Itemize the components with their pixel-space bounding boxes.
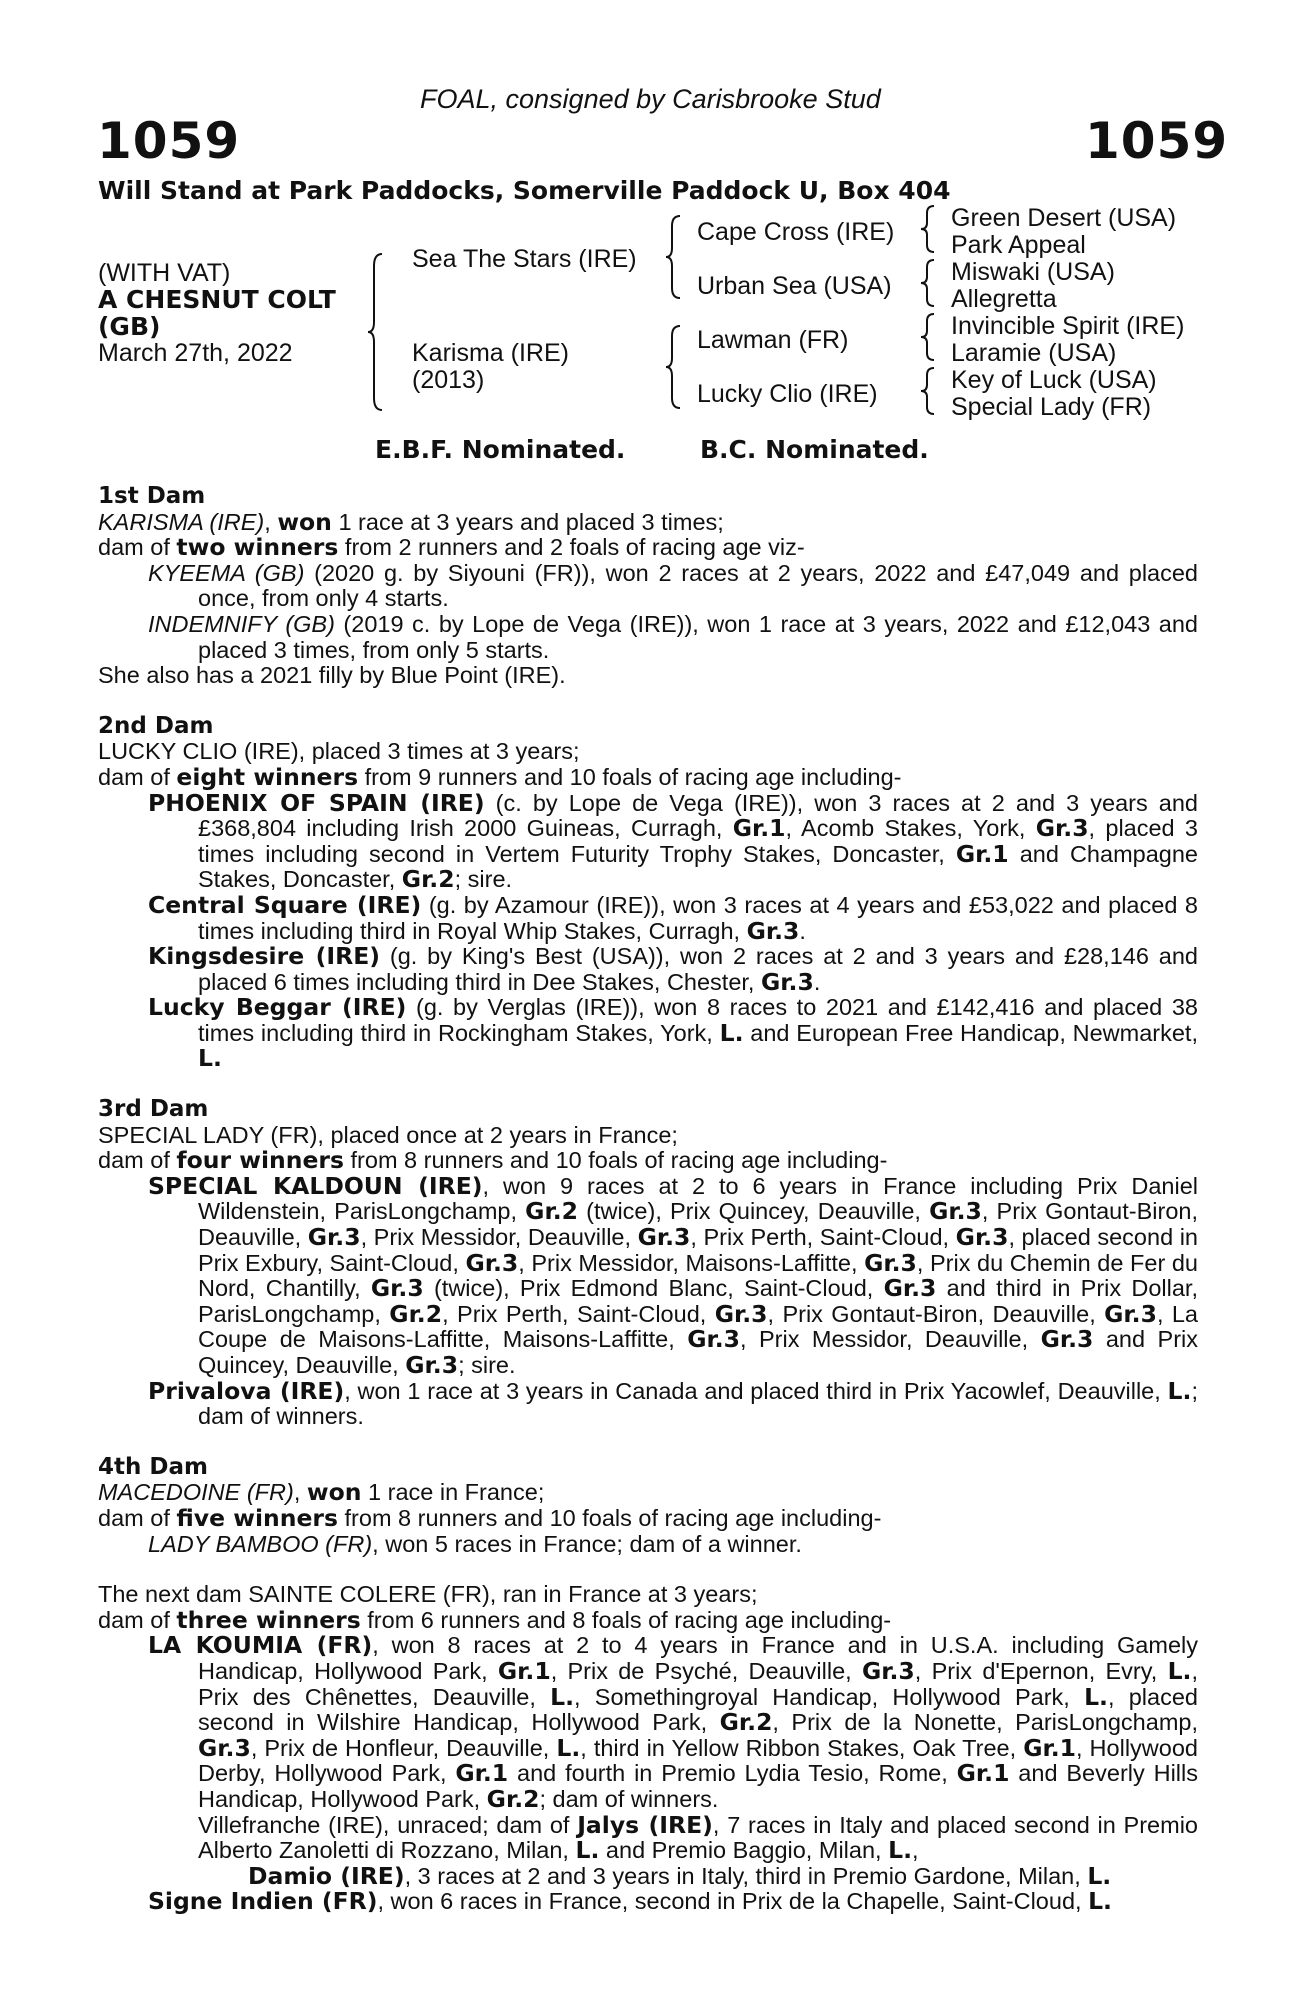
pedigree-g3: Miswaki (USA)	[951, 258, 1115, 286]
grade: L.	[719, 1018, 744, 1047]
pedigree-brace-g2	[920, 258, 938, 308]
dam1-rest: 1 race at 3 years and placed 3 times;	[331, 508, 724, 535]
dam3-winners: four winners	[176, 1146, 344, 1175]
dam1-heading: 1st Dam	[98, 483, 206, 509]
progeny-text: (2019 c. by Lope de Vega (IRE)), won 1 race at 3 years, 2022 and £12,043 and placed 3 times, from only 5 starts.	[198, 610, 1198, 663]
dam1-dam-of: dam of	[98, 534, 177, 561]
progeny-text: , Prix de Psyché, Deauville,	[550, 1657, 862, 1684]
grade: Gr.3	[1104, 1299, 1157, 1328]
pedigree-sire: Sea The Stars (IRE)	[412, 245, 637, 273]
dam2-heading: 2nd Dam	[98, 712, 214, 739]
dam-text-body	[98, 484, 1198, 1915]
progeny-text: and Champagne Stakes, Doncaster,	[198, 840, 1198, 893]
dam1-progeny-2	[98, 612, 1198, 663]
grade: Gr.1	[956, 1759, 1010, 1788]
progeny-name: Kingsdesire (IRE)	[148, 942, 381, 971]
pedigree-brace-sire	[666, 214, 686, 300]
pedigree-g7: Key of Luck (USA)	[951, 366, 1157, 394]
grade: Gr.3	[761, 967, 814, 996]
pedigree-brace-g4	[920, 366, 938, 416]
progeny-text: ; sire.	[454, 866, 513, 893]
progeny-text: , Prix des Chênettes, Deauville,	[198, 1657, 1199, 1710]
progeny-text: , Prix Messidor, Deauville,	[740, 1326, 1041, 1353]
dam2-progeny-3	[98, 944, 1198, 995]
progeny-text: (twice), Prix Edmond Blanc, Saint-Cloud,	[423, 1275, 884, 1302]
progeny-text: (g. by Azamour (IRE)), won 3 races at 4 years and £53,022 and placed 8 times including third in Royal Whip Stakes, Curragh,	[198, 891, 1199, 944]
progeny-name: SPECIAL KALDOUN (IRE)	[148, 1171, 483, 1200]
grade: Gr.1	[455, 1759, 509, 1788]
grade: Gr.3	[929, 1197, 982, 1226]
ebf-nominated: E.B.F. Nominated.	[375, 435, 626, 464]
grade: Gr.1	[497, 1656, 551, 1685]
dam3-produce-line	[98, 1148, 1198, 1174]
pedigree-dam-dam: Lucky Clio (IRE)	[697, 380, 878, 408]
grade: L.	[1167, 1376, 1192, 1405]
progeny-text: and Prix Quincey, Deauville,	[198, 1326, 1199, 1378]
pedigree-g5: Invincible Spirit (IRE)	[951, 312, 1185, 340]
progeny-text: , La Coupe de Maisons-Laffitte, Maisons-Laffitte,	[198, 1300, 1199, 1353]
dam5-produce-line	[98, 1605, 1198, 1634]
dam1-also: She also has a 2021 filly by Blue Point (IRE).	[98, 662, 566, 689]
dam1-line: KARISMA (IRE), won 1 race at 3 years and placed 3 times;	[98, 507, 724, 536]
dam4-dam-of: dam of	[98, 1504, 177, 1531]
progeny-text: and Premio Baggio, Milan,	[599, 1837, 889, 1864]
pedigree-brace-dam	[666, 324, 686, 410]
progeny-text: (g. by King's Best (USA)), won 2 races at 2 and 3 years and £28,146 and placed 6 times including third in Dee Stakes, Chester,	[198, 943, 1198, 995]
progeny-text: , placed 3 times including second in Vertem Futurity Trophy Stakes, Doncaster,	[198, 815, 1198, 867]
progeny-text: , third in Yellow Ribbon Stakes, Oak Tree,	[580, 1734, 1024, 1761]
dam3-dam-of-rest: from 8 runners and 10 foals of racing age including-	[344, 1147, 888, 1174]
dam3-progeny-2	[98, 1376, 1198, 1430]
progeny-name: LA KOUMIA (FR)	[148, 1631, 373, 1660]
progeny-text: ; dam of winners.	[198, 1377, 1198, 1430]
progeny-text: , placed second in Wilshire Handicap, Hollywood Park,	[198, 1683, 1198, 1736]
progeny-text: , Hollywood Derby, Hollywood Park,	[198, 1734, 1198, 1787]
progeny-text: , Acomb Stakes, York,	[785, 815, 1036, 842]
dam3-line: SPECIAL LADY (FR), placed once at 2 years in France;	[98, 1121, 678, 1148]
pedigree-g2: Park Appeal	[951, 231, 1086, 259]
grade: L.	[556, 1733, 581, 1762]
progeny-text: .	[813, 968, 821, 995]
dam4-heading: 4th Dam	[98, 1453, 208, 1480]
pedigree-brace-g3	[920, 312, 938, 362]
progeny-text: , Prix de la Nonette, ParisLongchamp,	[772, 1709, 1198, 1736]
grade: Gr.3	[198, 1733, 251, 1762]
progeny-text: , Prix de Honfleur, Deauville,	[250, 1734, 557, 1761]
grade: Gr.3	[637, 1223, 691, 1252]
grade: Gr.3	[687, 1325, 740, 1354]
dam2-winners: eight winners	[176, 762, 359, 791]
dam5-progeny-1	[98, 1633, 1198, 1812]
dam1-produce-line	[98, 535, 1198, 561]
progeny-text: (twice), Prix Quincey, Deauville,	[577, 1198, 930, 1225]
pedigree-g8: Special Lady (FR)	[951, 393, 1152, 421]
horse-origin: (GB)	[98, 312, 161, 341]
dam2-produce-line	[98, 762, 1198, 791]
progeny-text: ; sire.	[458, 1352, 516, 1378]
dam4-name: MACEDOINE (FR)	[98, 1479, 294, 1506]
progeny-text: , won 6 races in France, second in Prix de la Chapelle, Saint-Cloud,	[377, 1888, 1089, 1915]
grade: Gr.3	[1035, 814, 1089, 843]
progeny-text: , Prix Perth, Saint-Cloud,	[442, 1300, 715, 1327]
progeny-name: KYEEMA (GB)	[148, 559, 305, 586]
dam4-line: MACEDOINE (FR), won 1 race in France;	[98, 1478, 545, 1507]
progeny-text: , won 8 races at 2 to 4 years in France and in U.S.A. including Gamely Handicap, Hollywood Park,	[198, 1632, 1198, 1684]
dam4-rest: 1 race in France;	[361, 1479, 545, 1506]
grade: Gr.2	[525, 1197, 578, 1226]
progeny-name: Jalys (IRE)	[577, 1810, 713, 1839]
grade: L.	[1167, 1656, 1192, 1685]
lot-number-right: 1059	[1085, 112, 1229, 170]
dam2-progeny-1	[98, 788, 1198, 894]
grade: Gr.1	[732, 814, 786, 843]
progeny-text: , placed second in Prix Exbury, Saint-Cloud,	[198, 1224, 1198, 1276]
stand-location: Will Stand at Park Paddocks, Somerville Paddock U, Box 404	[98, 176, 951, 205]
dam1-won: won	[277, 507, 332, 536]
pedigree-dam-sire: Lawman (FR)	[697, 326, 849, 354]
progeny-text: , Prix Messidor, Deauville,	[360, 1224, 638, 1251]
progeny-name: Damio (IRE)	[248, 1861, 405, 1890]
grade: L.	[575, 1836, 600, 1865]
grade: Gr.2	[401, 865, 455, 894]
dam4-produce-line	[98, 1503, 1198, 1532]
progeny-text: , Somethingroyal Handicap, Hollywood Park,	[574, 1683, 1085, 1710]
progeny-name: Signe Indien (FR)	[148, 1887, 378, 1916]
grade: Gr.3	[465, 1248, 519, 1277]
lot-number-left: 1059	[97, 112, 241, 170]
progeny-name: Central Square (IRE)	[148, 890, 422, 919]
progeny-text: , 7 races in Italy and placed second in Premio Alberto Zanoletti di Rozzano, Milan,	[198, 1811, 1198, 1864]
dam5-line: The next dam SAINTE COLERE (FR), ran in France at 3 years;	[98, 1581, 758, 1608]
progeny-text: , won 5 races in France; dam of a winner.	[372, 1530, 802, 1557]
dam5-dam-of-rest: from 6 runners and 8 foals of racing age including-	[360, 1606, 892, 1633]
progeny-name: Privalova (IRE)	[148, 1376, 345, 1405]
progeny-name: Lucky Beggar (IRE)	[148, 993, 407, 1022]
dam4-winners: five winners	[176, 1503, 338, 1532]
progeny-text: , Prix d'Epernon, Evry,	[914, 1657, 1168, 1684]
dam4-progeny-1	[98, 1532, 1198, 1558]
progeny-text: and European Free Handicap, Newmarket,	[743, 1019, 1198, 1046]
dam5-winners: three winners	[176, 1605, 361, 1634]
pedigree-sire-sire: Cape Cross (IRE)	[697, 218, 895, 246]
dam3-progeny-1	[98, 1171, 1199, 1379]
dam2-line: LUCKY CLIO (IRE), placed 3 times at 3 years;	[98, 738, 580, 765]
grade: Gr.3	[883, 1274, 937, 1303]
grade: Gr.1	[1023, 1733, 1076, 1762]
pedigree-brace-main	[368, 252, 388, 412]
grade: Gr.3	[955, 1223, 1009, 1252]
progeny-text: , Prix Gontaut-Biron, Deauville,	[198, 1198, 1198, 1251]
dam5-progeny-4	[98, 1889, 1198, 1915]
progeny-text: , 3 races at 2 and 3 years in Italy, third in Premio Gardone, Milan,	[404, 1862, 1088, 1889]
dam1-dam-of-rest: from 2 runners and 2 foals of racing age viz-	[338, 534, 805, 561]
pedigree-dam: Karisma (IRE)	[412, 339, 569, 367]
grade: Gr.3	[370, 1274, 424, 1303]
pedigree-dam-year: (2013)	[412, 366, 485, 394]
dam5-progeny-3	[98, 1861, 1198, 1890]
grade: Gr.3	[864, 1248, 917, 1277]
grade: Gr.3	[746, 916, 800, 945]
progeny-text: and third in Prix Dollar, ParisLongchamp,	[198, 1275, 1198, 1327]
grade: L.	[1087, 1861, 1112, 1890]
grade: L.	[888, 1836, 912, 1865]
progeny-text: , won 1 race at 3 years in Canada and placed third in Prix Yacowlef, Deauville,	[344, 1377, 1168, 1404]
grade: L.	[1084, 1682, 1108, 1711]
dam4-won: won	[306, 1478, 362, 1507]
progeny-text: , Prix du Chemin de Fer du Nord, Chantilly,	[198, 1249, 1198, 1302]
progeny-name: PHOENIX OF SPAIN (IRE)	[148, 788, 485, 817]
progeny-text: and fourth in Premio Lydia Tesio, Rome,	[508, 1760, 957, 1787]
dam1-winners: two winners	[176, 533, 339, 562]
progeny-text: (g. by Verglas (IRE)), won 8 races to 2021 and £142,416 and placed 38 times including third in Rockingham Stakes, York,	[198, 994, 1198, 1046]
progeny-text: Villefranche (IRE), unraced; dam of	[198, 1811, 578, 1838]
grade: Gr.2	[389, 1299, 443, 1328]
consignment-line: FOAL, consigned by Carisbrooke Stud	[420, 84, 881, 114]
grade: L.	[550, 1682, 575, 1711]
grade: Gr.3	[714, 1299, 768, 1328]
dam5-progeny-2	[98, 1810, 1198, 1865]
progeny-name: INDEMNIFY (GB)	[148, 610, 335, 637]
pedigree-g6: Laramie (USA)	[951, 339, 1117, 367]
pedigree-g4: Allegretta	[951, 285, 1057, 313]
progeny-text: ,	[912, 1837, 919, 1864]
bc-nominated: B.C. Nominated.	[700, 435, 929, 464]
grade: Gr.3	[405, 1351, 459, 1379]
progeny-text: , Prix Gontaut-Biron, Deauville,	[767, 1300, 1105, 1327]
grade: Gr.3	[1040, 1325, 1094, 1354]
progeny-text: (c. by Lope de Vega (IRE)), won 3 races at 2 and 3 years and £368,804 including Irish 2000 Guineas, Curragh,	[198, 789, 1198, 842]
dam5-dam-of: dam of	[98, 1606, 177, 1633]
progeny-text: and Beverly Hills Handicap, Hollywood Park,	[198, 1760, 1198, 1812]
dam1-progeny-1	[98, 561, 1198, 612]
dam1-name: KARISMA (IRE)	[98, 508, 265, 535]
dam4-dam-of-rest: from 8 runners and 10 foals of racing age including-	[337, 1504, 882, 1531]
progeny-text: , Prix Messidor, Maisons-Laffitte,	[518, 1249, 865, 1276]
grade: L.	[198, 1044, 222, 1073]
foaling-date: March 27th, 2022	[98, 339, 293, 367]
progeny-name: LADY BAMBOO (FR)	[148, 1530, 373, 1557]
pedigree-brace-g1	[920, 204, 938, 254]
pedigree-sire-dam: Urban Sea (USA)	[697, 272, 892, 300]
horse-name: A CHESNUT COLT	[98, 285, 336, 314]
grade: Gr.2	[719, 1708, 773, 1737]
dam2-dam-of-rest: from 9 runners and 10 foals of racing age including-	[358, 763, 902, 790]
dam2-dam-of: dam of	[98, 763, 177, 790]
vat-note: (WITH VAT)	[98, 259, 231, 287]
grade: Gr.1	[955, 839, 1009, 868]
progeny-text: , won 9 races at 2 to 6 years in France including Prix Daniel Wildenstein, ParisLongchamp,	[198, 1172, 1198, 1225]
progeny-text: (2020 g. by Siyouni (FR)), won 2 races at 2 years, 2022 and £47,049 and placed once, from only 4 starts.	[198, 559, 1198, 612]
grade: Gr.3	[861, 1656, 915, 1685]
grade: Gr.3	[307, 1223, 361, 1252]
progeny-text: .	[799, 917, 806, 944]
pedigree-g1: Green Desert (USA)	[951, 204, 1177, 232]
dam3-dam-of: dam of	[98, 1147, 177, 1174]
dam2-progeny-2	[98, 890, 1199, 945]
grade: L.	[1088, 1887, 1112, 1916]
dam2-progeny-4	[98, 995, 1198, 1072]
grade: Gr.2	[486, 1784, 540, 1813]
dam3-heading: 3rd Dam	[98, 1096, 209, 1123]
progeny-text: , Prix Perth, Saint-Cloud,	[690, 1224, 956, 1251]
progeny-text: ; dam of winners.	[539, 1785, 719, 1812]
